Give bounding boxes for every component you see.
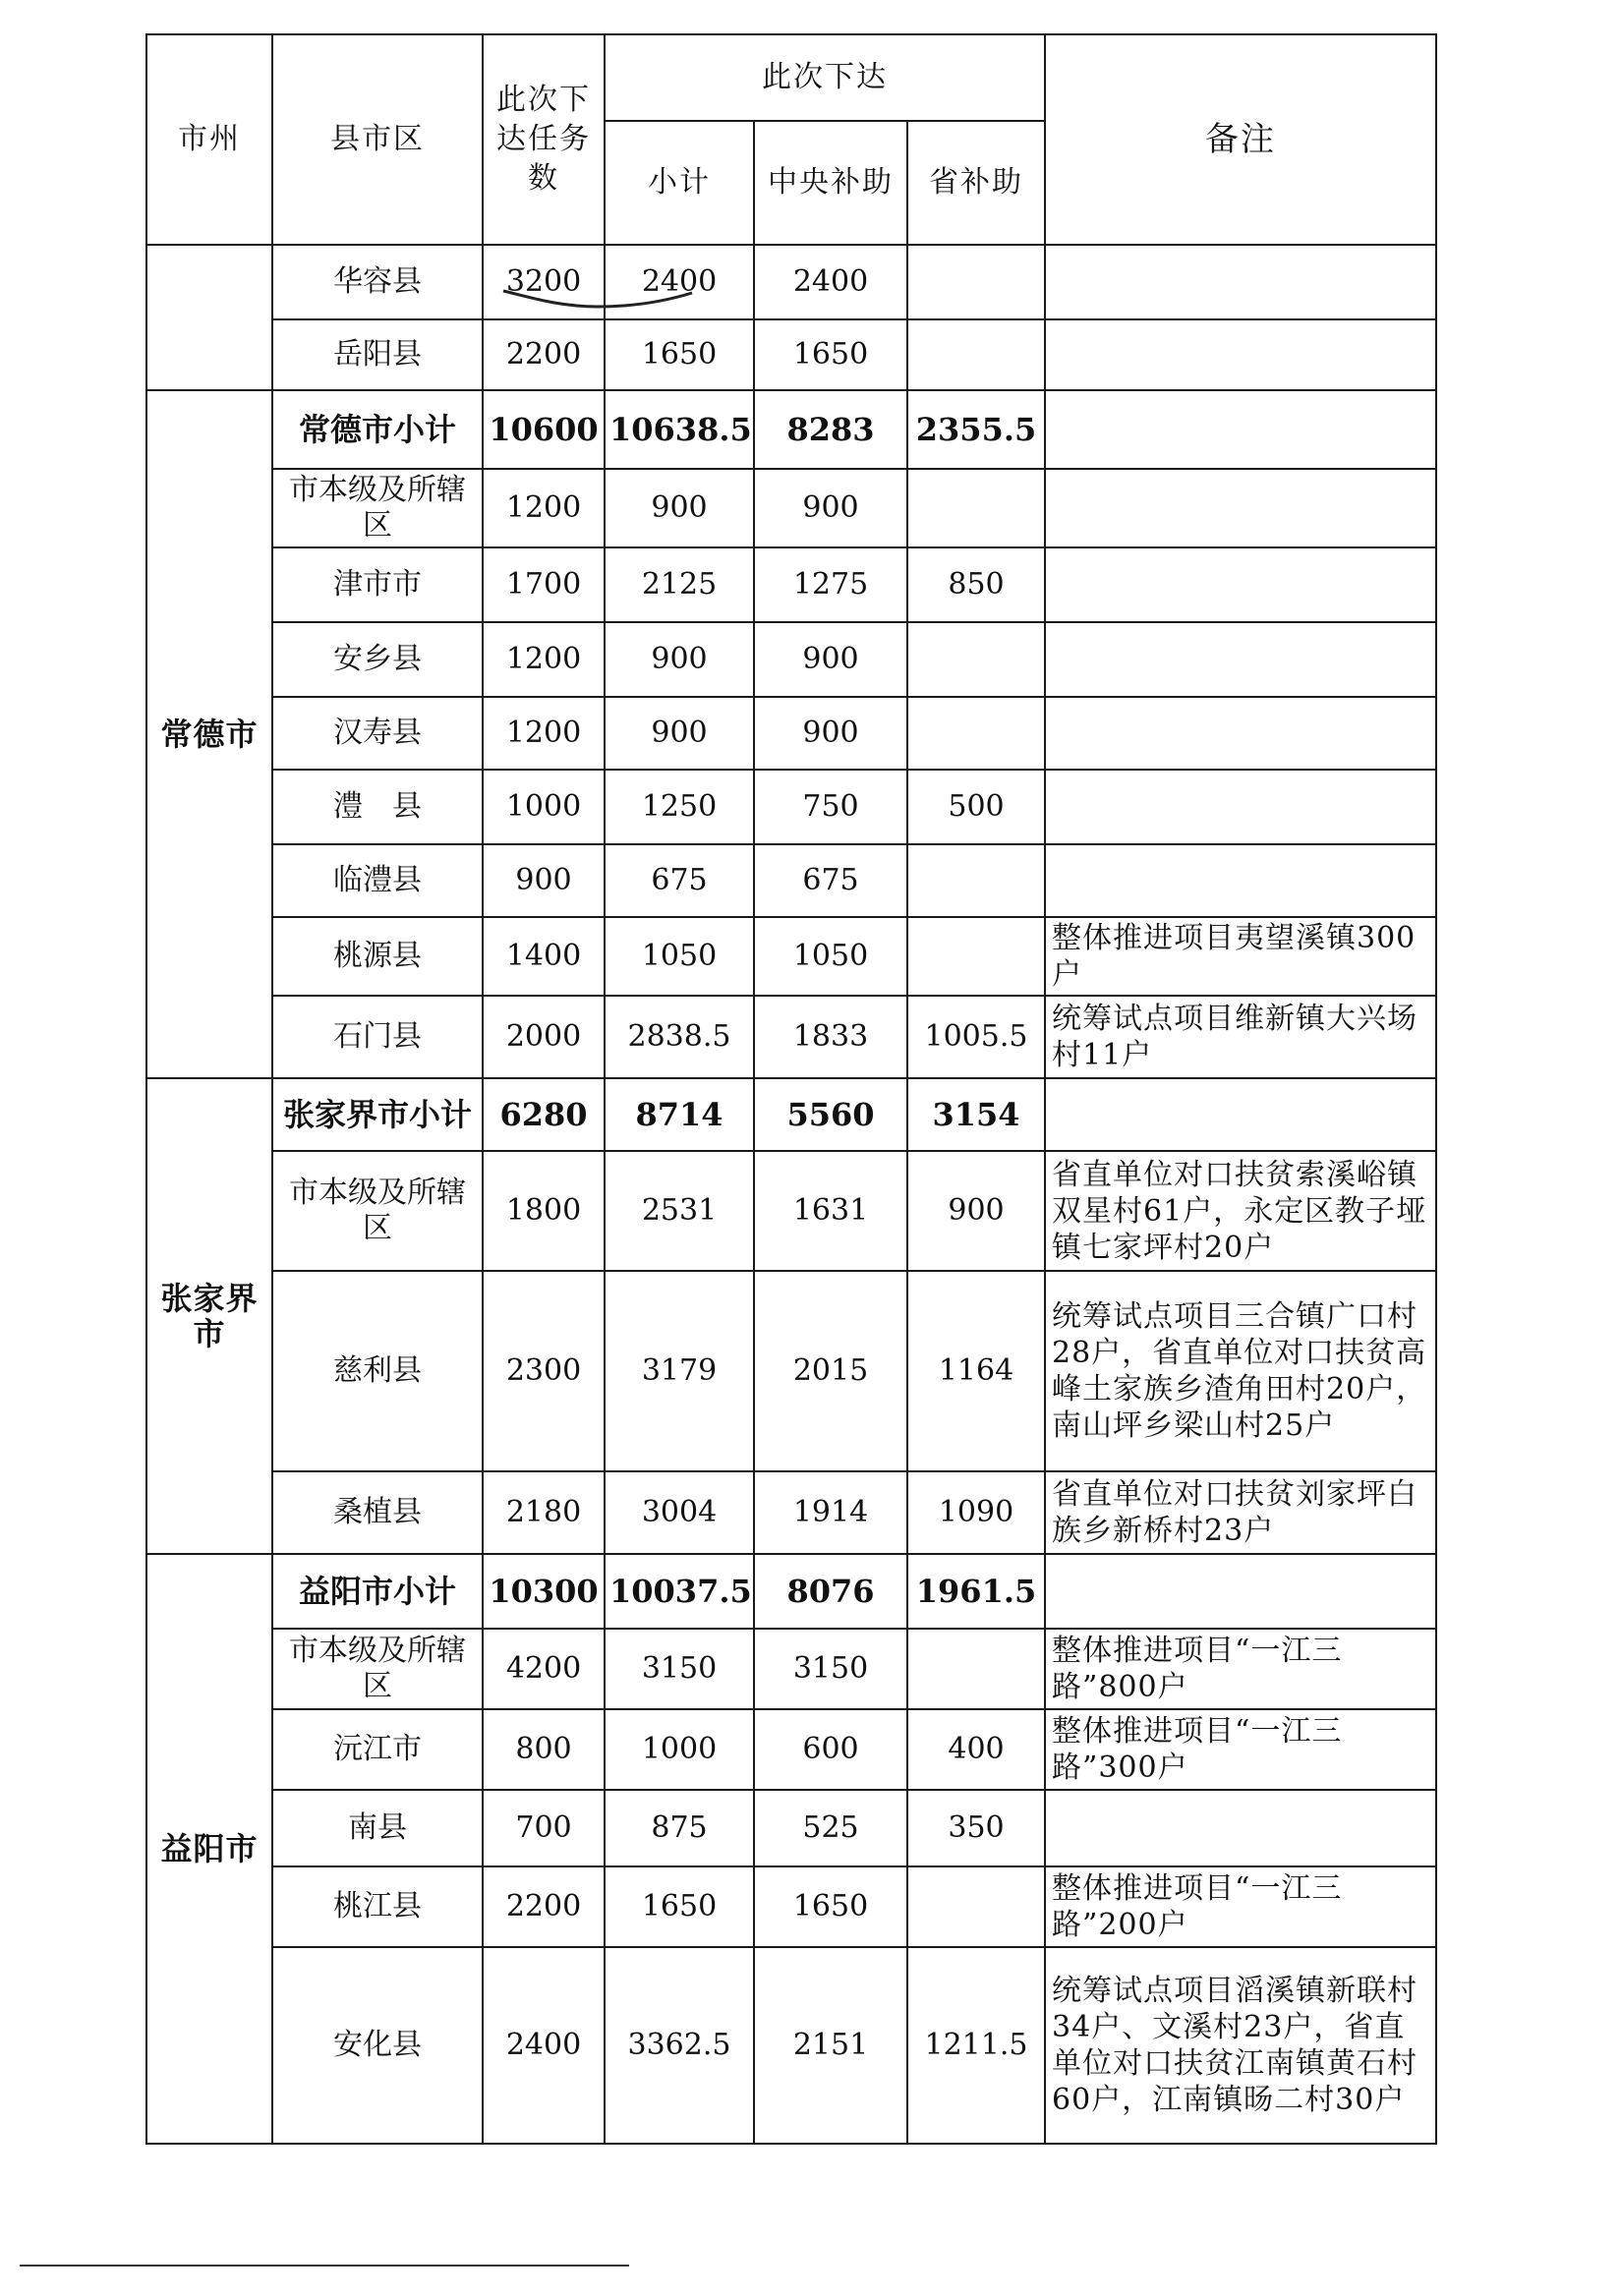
provincial-cell [907,469,1045,547]
header-county: 县市区 [272,34,483,245]
note-cell: 省直单位对口扶贫索溪峪镇双星村61户，永定区教子垭镇七家坪村20户 [1045,1151,1436,1271]
subtotal-cell: 1050 [605,917,754,996]
tasks-cell: 10300 [483,1554,605,1629]
county-cell: 安化县 [272,1947,483,2144]
county-cell: 安乡县 [272,622,483,697]
subtotal-cell: 3179 [605,1271,754,1471]
subtotal-cell: 3150 [605,1629,754,1709]
central-cell: 900 [754,469,907,547]
central-cell: 3150 [754,1629,907,1709]
central-cell: 2151 [754,1947,907,2144]
table-row [146,319,1436,390]
county-cell: 市本级及所辖区 [272,1629,483,1709]
note-cell [1045,1790,1436,1866]
table-row [146,917,1436,996]
note-cell: 统筹试点项目维新镇大兴场村11户 [1045,996,1436,1078]
tasks-cell: 2300 [483,1271,605,1471]
table-row [146,1947,1436,2144]
provincial-cell: 1090 [907,1471,1045,1554]
county-cell: 桃江县 [272,1866,483,1947]
table-row [146,1709,1436,1790]
county-cell: 石门县 [272,996,483,1078]
provincial-cell: 1005.5 [907,996,1045,1078]
tasks-cell: 2200 [483,319,605,390]
provincial-cell: 1961.5 [907,1554,1045,1629]
note-cell [1045,319,1436,390]
tasks-cell: 900 [483,844,605,917]
table-row [146,1629,1436,1709]
central-cell: 8283 [754,390,907,469]
central-cell: 1050 [754,917,907,996]
subtotal-cell: 900 [605,697,754,770]
central-cell: 675 [754,844,907,917]
county-cell: 岳阳县 [272,319,483,390]
central-cell: 1650 [754,319,907,390]
provincial-cell: 850 [907,547,1045,622]
note-cell [1045,469,1436,547]
subtotal-cell: 10037.5 [605,1554,754,1629]
subtotal-cell: 1650 [605,1866,754,1947]
county-cell: 南县 [272,1790,483,1866]
provincial-cell [907,1866,1045,1947]
provincial-cell [907,844,1045,917]
county-cell: 澧 县 [272,770,483,844]
provincial-cell: 400 [907,1709,1045,1790]
allocation-table [145,33,1437,2145]
table-row [146,1271,1436,1471]
county-cell: 桃源县 [272,917,483,996]
subtotal-cell: 1650 [605,319,754,390]
provincial-cell: 3154 [907,1078,1045,1151]
provincial-cell: 500 [907,770,1045,844]
subtotal-cell: 2531 [605,1151,754,1271]
header-central: 中央补助 [754,121,907,245]
footer-rule [20,2265,629,2267]
subtotal-cell: 1000 [605,1709,754,1790]
note-cell [1045,770,1436,844]
city-cell-changde: 常德市 [146,390,272,1078]
header-remarks: 备注 [1045,34,1436,245]
tasks-cell: 1400 [483,917,605,996]
provincial-cell: 900 [907,1151,1045,1271]
provincial-cell [907,622,1045,697]
note-cell [1045,547,1436,622]
header-issued-group: 此次下达 [605,34,1045,121]
note-cell: 统筹试点项目滔溪镇新联村34户、文溪村23户，省直单位对口扶贫江南镇黄石村60户，江南镇旸二村30户 [1045,1947,1436,2144]
note-cell: 整体推进项目夷望溪镇300户 [1045,917,1436,996]
county-cell: 桑植县 [272,1471,483,1554]
subtotal-cell: 900 [605,622,754,697]
note-cell [1045,1078,1436,1151]
tasks-cell: 1200 [483,622,605,697]
subtotal-row [146,390,1436,469]
tasks-cell: 1800 [483,1151,605,1271]
subtotal-row [146,1078,1436,1151]
subtotal-row [146,1554,1436,1629]
county-cell: 汉寿县 [272,697,483,770]
provincial-cell [907,917,1045,996]
county-cell: 临澧县 [272,844,483,917]
note-cell [1045,622,1436,697]
table-row [146,1866,1436,1947]
provincial-cell: 350 [907,1790,1045,1866]
table-row [146,1471,1436,1554]
table-row [146,844,1436,917]
table-row [146,622,1436,697]
note-cell: 整体推进项目“一江三路”800户 [1045,1629,1436,1709]
central-cell: 5560 [754,1078,907,1151]
central-cell: 1833 [754,996,907,1078]
tasks-cell: 4200 [483,1629,605,1709]
note-cell: 整体推进项目“一江三路”300户 [1045,1709,1436,1790]
central-cell: 1914 [754,1471,907,1554]
county-cell: 华容县 [272,245,483,319]
note-cell [1045,697,1436,770]
provincial-cell: 1211.5 [907,1947,1045,2144]
subtotal-cell: 900 [605,469,754,547]
subtotal-cell: 10638.5 [605,390,754,469]
central-cell: 8076 [754,1554,907,1629]
note-cell [1045,1554,1436,1629]
tasks-cell: 2400 [483,1947,605,2144]
tasks-cell: 1200 [483,697,605,770]
central-cell: 525 [754,1790,907,1866]
table-row [146,697,1436,770]
subtotal-cell: 875 [605,1790,754,1866]
provincial-cell [907,319,1045,390]
city-cell-yiyang: 益阳市 [146,1554,272,2144]
subtotal-cell: 675 [605,844,754,917]
tasks-cell: 3200 [483,245,605,319]
county-cell: 张家界市小计 [272,1078,483,1151]
tasks-cell: 2180 [483,1471,605,1554]
header-subtotal: 小计 [605,121,754,245]
table-row [146,245,1436,319]
table-row [146,547,1436,622]
central-cell: 900 [754,622,907,697]
provincial-cell: 1164 [907,1271,1045,1471]
table-row [146,1151,1436,1271]
tasks-cell: 2200 [483,1866,605,1947]
central-cell: 900 [754,697,907,770]
tasks-cell: 6280 [483,1078,605,1151]
county-cell: 市本级及所辖区 [272,469,483,547]
note-cell: 整体推进项目“一江三路”200户 [1045,1866,1436,1947]
county-cell: 常德市小计 [272,390,483,469]
city-cell-yueyang-continued [146,245,272,390]
tasks-cell: 10600 [483,390,605,469]
county-cell: 市本级及所辖区 [272,1151,483,1271]
county-cell: 益阳市小计 [272,1554,483,1629]
table-row [146,469,1436,547]
provincial-cell [907,697,1045,770]
central-cell: 1650 [754,1866,907,1947]
table-row [146,1790,1436,1866]
note-cell: 省直单位对口扶贫刘家坪白族乡新桥村23户 [1045,1471,1436,1554]
subtotal-cell: 8714 [605,1078,754,1151]
central-cell: 1275 [754,547,907,622]
header-tasks: 此次下达任务数 [483,34,605,245]
central-cell: 2400 [754,245,907,319]
provincial-cell [907,245,1045,319]
tasks-cell: 1000 [483,770,605,844]
header-city: 市州 [146,34,272,245]
subtotal-cell: 3004 [605,1471,754,1554]
provincial-cell: 2355.5 [907,390,1045,469]
tasks-cell: 700 [483,1790,605,1866]
central-cell: 750 [754,770,907,844]
note-cell [1045,390,1436,469]
header-provincial: 省补助 [907,121,1045,245]
central-cell: 1631 [754,1151,907,1271]
county-cell: 慈利县 [272,1271,483,1471]
provincial-cell [907,1629,1045,1709]
county-cell: 沅江市 [272,1709,483,1790]
central-cell: 2015 [754,1271,907,1471]
tasks-cell: 1200 [483,469,605,547]
central-cell: 600 [754,1709,907,1790]
subtotal-cell: 1250 [605,770,754,844]
table-row [146,770,1436,844]
subtotal-cell: 2125 [605,547,754,622]
note-cell: 统筹试点项目三合镇广口村28户，省直单位对口扶贫高峰土家族乡渣角田村20户，南山坪乡梁山村25户 [1045,1271,1436,1471]
note-cell [1045,844,1436,917]
county-cell: 津市市 [272,547,483,622]
subtotal-cell: 2400 [605,245,754,319]
subtotal-cell: 3362.5 [605,1947,754,2144]
subtotal-cell: 2838.5 [605,996,754,1078]
header-row-1 [146,34,1436,121]
table-row [146,996,1436,1078]
tasks-cell: 2000 [483,996,605,1078]
note-cell [1045,245,1436,319]
tasks-cell: 800 [483,1709,605,1790]
city-cell-zhangjiajie: 张家界市 [146,1078,272,1554]
tasks-cell: 1700 [483,547,605,622]
